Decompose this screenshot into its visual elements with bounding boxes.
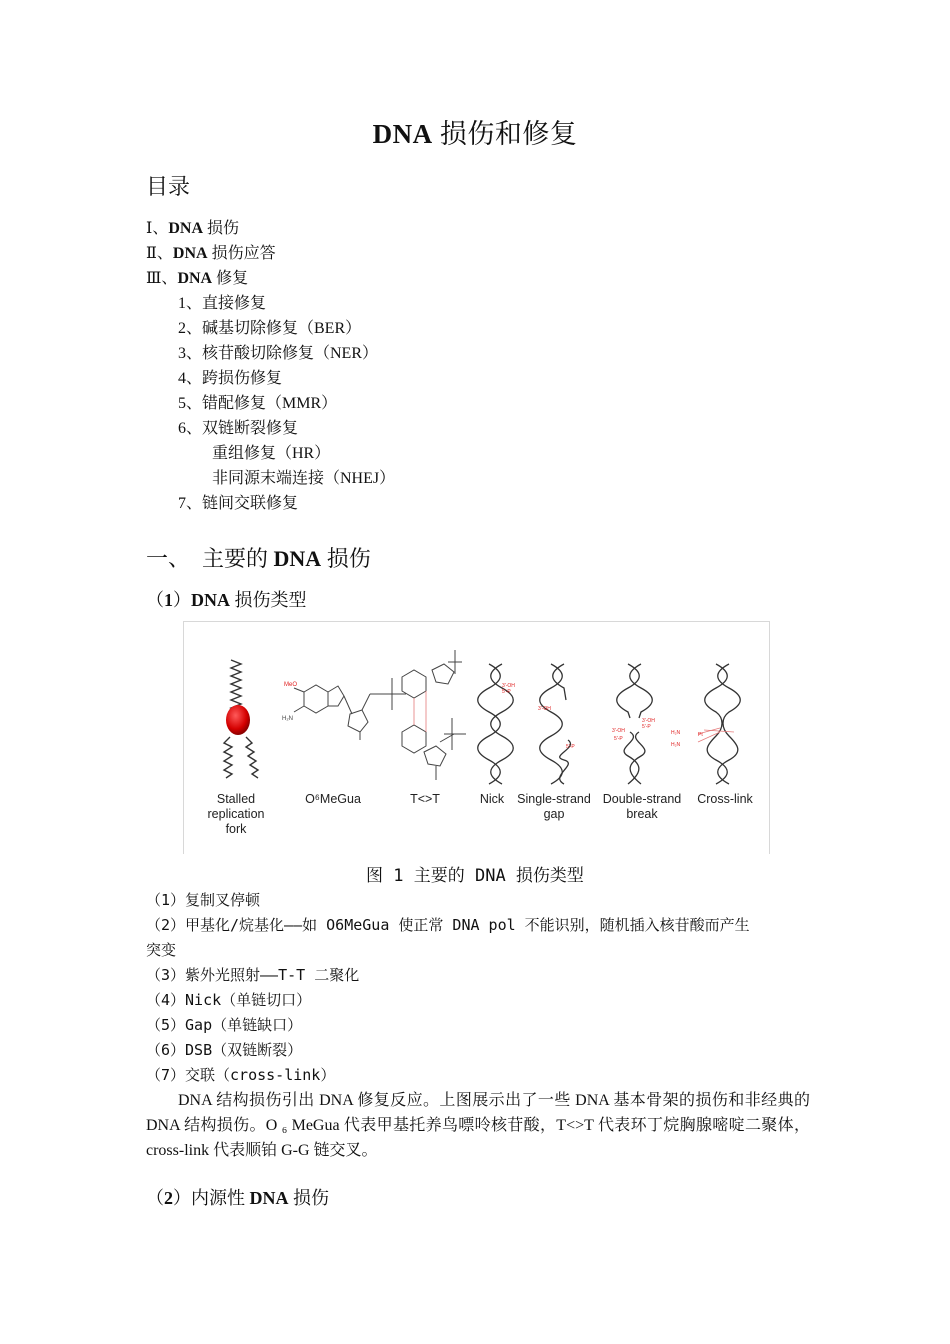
subsection-heading-2	[146, 1184, 329, 1210]
label-dsb: Double-strand break	[602, 792, 682, 821]
list-item: （7）交联（cross-link）	[146, 1066, 336, 1084]
toc-item[interactable]	[146, 241, 395, 266]
gap-5p-label: 5'-P	[566, 744, 575, 750]
section-heading	[146, 542, 371, 573]
xlink-h2n-a-label: H₂N	[671, 730, 681, 736]
section-title-post: 损伤	[321, 546, 371, 571]
section-number: 一、	[146, 546, 191, 571]
title-bold: DNA	[372, 119, 433, 149]
toc-subitem[interactable]: 7、链间交联修复	[178, 495, 299, 512]
list-item: （1）复制叉停顿	[146, 891, 261, 909]
label-crosslink: Cross-link	[697, 792, 753, 806]
sub2-mid: ）内源性	[173, 1188, 250, 1208]
tt-dimer-icon	[402, 650, 466, 780]
toc-prefix: Ⅰ、	[146, 220, 169, 237]
xlink-pt-label: Pt	[698, 732, 703, 738]
sub2-num: 2	[164, 1188, 173, 1208]
chem-meo-label: MeO	[284, 682, 298, 688]
gap-helix-icon	[540, 664, 571, 784]
sub-prefix: （	[146, 590, 164, 610]
dsb-3oh-a-label: 3'-OH	[612, 728, 625, 734]
list-item: （4）Nick（单链切口）	[146, 991, 312, 1009]
label-ss-gap: Single-strand gap	[517, 792, 591, 821]
toc-item[interactable]	[146, 266, 395, 291]
sub-text: 损伤类型	[230, 590, 307, 610]
toc-text: 修复	[212, 270, 249, 287]
sub2-bold: DNA	[249, 1188, 289, 1208]
toc-prefix: Ⅱ、	[146, 245, 173, 262]
sub2-text: 损伤	[288, 1188, 329, 1208]
section-title-pre: 主要的	[202, 546, 274, 571]
toc-subitem[interactable]: 6、双链断裂修复	[178, 420, 299, 437]
toc-bold: DNA	[172, 245, 208, 262]
toc-heading: 目录	[146, 174, 191, 199]
label-nick: Nick	[479, 792, 505, 806]
toc-subitem[interactable]: 2、碱基切除修复（BER）	[178, 320, 362, 337]
label-stalled-fork: Stalled replication fork	[207, 792, 265, 836]
toc-subsubitem[interactable]: 重组修复（HR）	[212, 445, 331, 462]
toc-bold: DNA	[177, 270, 213, 287]
toc-text: 损伤	[203, 220, 240, 237]
subsection-heading	[146, 586, 307, 612]
table-of-contents	[146, 216, 395, 516]
toc-subitem[interactable]: 5、错配修复（MMR）	[178, 395, 338, 412]
xlink-h2n-b-label: H₂N	[671, 742, 681, 748]
toc-subitem[interactable]: 1、直接修复	[178, 295, 267, 312]
dsb-3oh-b-label: 3'-OH	[642, 718, 655, 724]
label-tt: T<>T	[410, 792, 440, 806]
list-item: 突变	[146, 941, 177, 959]
sub2-prefix: （	[146, 1188, 164, 1208]
nick-3oh-label: 3'-OH	[502, 683, 515, 689]
o6megua-structure-icon	[294, 678, 406, 740]
toc-bold: DNA	[168, 220, 203, 237]
label-o6megua: O⁶MeGua	[305, 792, 361, 806]
list-item: （5）Gap（单链缺口）	[146, 1016, 303, 1034]
list-item: （2）甲基化/烷基化——如 O6MeGua 使正常 DNA pol 不能识别，随机插入核苷酸而产生	[146, 916, 750, 934]
damage-list	[146, 888, 810, 1088]
nick-5p-label: 5'-P	[502, 689, 511, 695]
chem-h2n-label: H₂N	[282, 716, 293, 722]
toc-item[interactable]	[146, 216, 395, 241]
body-paragraph: DNA 结构损伤引出 DNA 修复反应。上图展示出了一些 DNA 基本骨架的损伤和非经典的 DNA 结构损伤。O ₆ MeGua 代表甲基托养鸟嘌呤核苷酸，T<>T 代表环丁烷胸腺嘧啶二聚体，cross-link 代表顺铂 G-G 链交叉。	[146, 1092, 810, 1159]
figure-caption: 图 1 主要的 DNA 损伤类型	[366, 866, 584, 886]
toc-subitem[interactable]: 3、核苷酸切除修复（NER）	[178, 345, 379, 362]
toc-subitem[interactable]: 4、跨损伤修复	[178, 370, 283, 387]
dsb-5p-a-label: 5'-P	[614, 736, 623, 742]
section-title-bold: DNA	[273, 546, 322, 571]
stalled-polymerase-icon	[226, 705, 250, 735]
sub-mid: ）	[173, 590, 191, 610]
list-item: （3）紫外光照射——T-T 二聚化	[146, 966, 360, 984]
title-rest: 损伤和修复	[432, 119, 578, 149]
toc-text: 损伤应答	[207, 245, 276, 262]
toc-prefix: Ⅲ、	[146, 270, 178, 287]
sub-num: 1	[164, 590, 173, 610]
crosslink-helix-icon	[705, 664, 741, 784]
document-title	[0, 112, 950, 151]
list-item: （6）DSB（双链断裂）	[146, 1041, 303, 1059]
toc-subsubitem[interactable]: 非同源末端连接（NHEJ）	[212, 470, 396, 487]
sub-bold: DNA	[191, 590, 230, 610]
dsb-5p-b-label: 5'-P	[642, 724, 651, 730]
nick-helix-icon	[478, 664, 514, 784]
gap-3oh-label: 3'-OH	[538, 706, 551, 712]
